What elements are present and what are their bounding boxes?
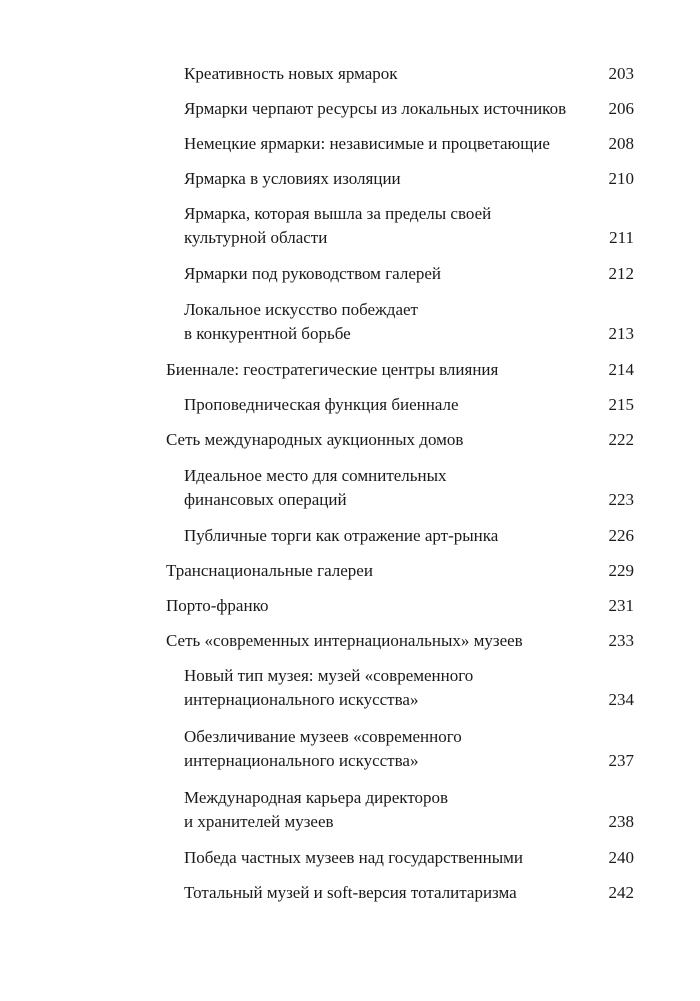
toc-entry-title: Международная карьера директоров [184, 788, 449, 807]
toc-page-number: 208 [608, 134, 634, 153]
toc-section-title: Сеть «современных интернациональных» музеев [166, 631, 523, 650]
toc-entry [184, 725, 462, 773]
toc-entry-title: Немецкие ярмарки: независимые и процветающие [184, 134, 550, 153]
toc-entry-title: Креативность новых ярмарок [184, 64, 398, 83]
toc-entry-title-continued: культурной области [184, 228, 328, 247]
toc-entry [184, 132, 550, 156]
toc-page-number: 212 [608, 264, 634, 283]
toc-page-number: 226 [608, 526, 634, 545]
toc-entry-title: Тотальный музей и soft-версия тоталитаризма [184, 883, 517, 902]
toc-entry [184, 664, 473, 712]
toc-section-title: Транснациональные галереи [166, 561, 373, 580]
toc-entry-title: Ярмарка, которая вышла за пределы своей [184, 204, 492, 223]
toc-entry [184, 167, 401, 191]
toc-entry-title: Проповедническая функция биеннале [184, 395, 459, 414]
toc-page-number: 215 [608, 395, 634, 414]
toc-page-number: 240 [608, 848, 634, 867]
toc-section-title: Порто-франко [166, 596, 269, 615]
toc-entry-title: Новый тип музея: музей «современного [184, 666, 474, 685]
toc-entry [184, 62, 398, 86]
toc-page-number: 233 [608, 631, 634, 650]
toc-section [166, 559, 373, 583]
toc-page-number: 231 [608, 596, 634, 615]
toc-page-number: 211 [609, 228, 634, 247]
toc-entry-title: Ярмарка в условиях изоляции [184, 169, 401, 188]
toc-entry [184, 786, 448, 834]
toc-section [166, 428, 463, 452]
toc-entry-title: Ярмарки черпают ресурсы из локальных источников [184, 99, 567, 118]
toc-section-title: Биеннале: геостратегические центры влияния [166, 360, 499, 379]
toc-entry [184, 298, 418, 346]
toc-entry-title: Локальное искусство побеждает [184, 300, 418, 319]
toc-page-number: 222 [608, 430, 634, 449]
toc-entry-title-continued: интернационального искусства» [184, 751, 419, 770]
toc-section [166, 358, 498, 382]
toc-page-number: 234 [608, 690, 634, 709]
toc-section [166, 629, 523, 653]
toc-page-number: 223 [608, 490, 634, 509]
toc-entry [184, 393, 459, 417]
toc-entry-title: Публичные торги как отражение арт-рынка [184, 526, 499, 545]
toc-section-title: Сеть международных аукционных домов [166, 430, 464, 449]
toc-entry-title-continued: финансовых операций [184, 490, 347, 509]
toc-page-number: 206 [608, 99, 634, 118]
toc-page-number: 214 [608, 360, 634, 379]
toc-page-number: 237 [608, 751, 634, 770]
toc-entry-title: Обезличивание музеев «современного [184, 727, 462, 746]
toc-entry [184, 202, 491, 250]
toc-page-number: 203 [608, 64, 634, 83]
toc-entry [184, 524, 498, 548]
toc-page-number: 238 [608, 812, 634, 831]
toc-section [166, 594, 268, 618]
toc-entry-title-continued: интернационального искусства» [184, 690, 419, 709]
toc-page-number: 242 [608, 883, 634, 902]
toc-entry [184, 881, 517, 905]
toc-entry-title-continued: в конкурентной борьбе [184, 324, 351, 343]
toc-entry [184, 846, 523, 870]
toc-entry [184, 464, 447, 512]
toc-page-number: 210 [608, 169, 634, 188]
toc-entry-title: Ярмарки под руководством галерей [184, 264, 442, 283]
toc-entry-title: Победа частных музеев над государственными [184, 848, 524, 867]
toc-entry [184, 262, 441, 286]
toc-entry-title-continued: и хранителей музеев [184, 812, 334, 831]
toc-entry-title: Идеальное место для сомнительных [184, 466, 447, 485]
toc-page-number: 213 [608, 324, 634, 343]
toc-entry [184, 97, 566, 121]
toc-page-number: 229 [608, 561, 634, 580]
